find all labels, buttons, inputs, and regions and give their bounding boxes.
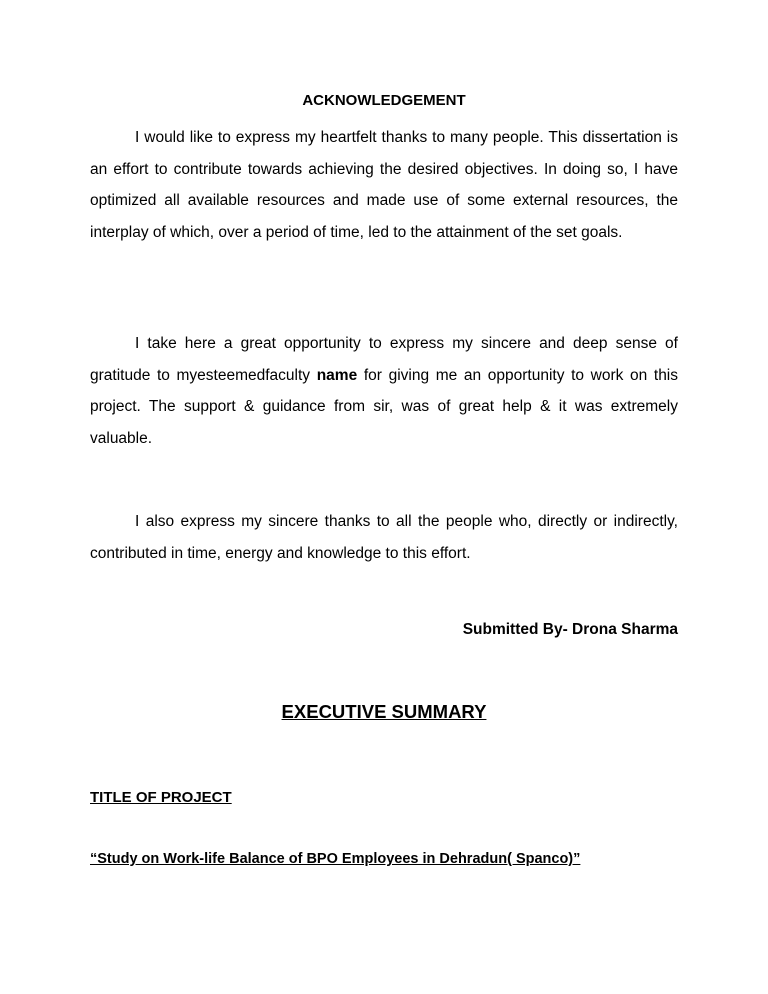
title-of-project-label: TITLE OF PROJECT <box>90 789 232 806</box>
acknowledgement-paragraph-1 <box>90 122 678 248</box>
paragraph-2-text-start: I take here a great opportunity to express my sincere and deep sense of gratitude to myesteemedfaculty <box>90 335 678 384</box>
acknowledgement-paragraph-2 <box>90 328 678 454</box>
paragraph-3-text: I also express my sincere thanks to all the people who, directly or indirectly, contributed in time, energy and knowledge to this effort. <box>90 513 678 562</box>
faculty-name-placeholder: name <box>316 366 358 384</box>
acknowledgement-heading: ACKNOWLEDGEMENT <box>302 92 466 109</box>
paragraph-1-text: I would like to express my heartfelt thanks to many people. This dissertation is an effort to contribute towards achieving the desired objectives. In doing so, I have optimized all available resources and made use of some external resources, the interplay of which, over a period of time, led to the attainment of the set goals. <box>90 129 678 241</box>
paragraph-2-text-end: for giving me an opportunity to work on this project. The support & guidance from sir, was of great help & it was extremely valuable. <box>90 366 679 447</box>
executive-summary-heading: EXECUTIVE SUMMARY <box>281 701 487 722</box>
acknowledgement-paragraph-3 <box>90 506 678 569</box>
submitted-by-signature: Submitted By- Drona Sharma <box>462 621 678 638</box>
project-title: “Study on Work-life Balance of BPO Employees in Dehradun( Spanco)” <box>90 851 581 867</box>
